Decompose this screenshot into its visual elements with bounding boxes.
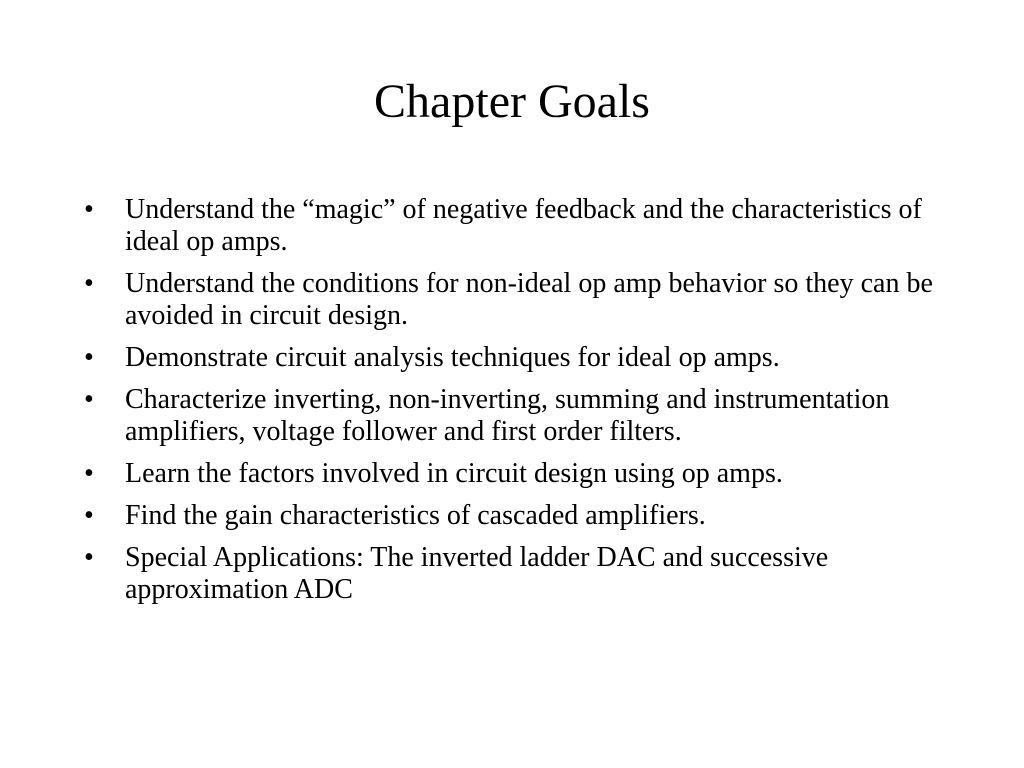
list-item (84, 342, 954, 374)
bullet-text: Learn the factors involved in circuit design using op amps. (125, 458, 783, 489)
bullet-icon: • (84, 542, 94, 573)
bullet-icon: • (84, 268, 94, 299)
bullet-text: Find the gain characteristics of cascaded amplifiers. (125, 500, 706, 531)
bullet-icon: • (84, 194, 94, 225)
bullet-icon: • (84, 342, 94, 373)
bullet-text: Understand the “magic” of negative feedback and the characteristics of ideal op amps. (125, 194, 922, 257)
bullet-text: Demonstrate circuit analysis techniques for ideal op amps. (125, 342, 780, 373)
bullet-text: Special Applications: The inverted ladder DAC and successive approximation ADC (125, 542, 829, 605)
bullet-text: Characterize inverting, non-inverting, summing and instrumentation amplifiers, voltage follower and first order filters. (125, 384, 890, 447)
list-item (84, 268, 954, 332)
slide-title: Chapter Goals (374, 75, 650, 128)
list-item (84, 194, 954, 258)
bullet-icon: • (84, 458, 94, 489)
bullet-icon: • (84, 500, 94, 531)
list-item (84, 458, 954, 490)
bullet-icon: • (84, 384, 94, 415)
list-item (84, 542, 954, 606)
list-item (84, 384, 954, 448)
list-item (84, 500, 954, 532)
bullet-list (84, 194, 954, 616)
bullet-text: Understand the conditions for non-ideal op amp behavior so they can be avoided in circuit design. (125, 268, 933, 331)
